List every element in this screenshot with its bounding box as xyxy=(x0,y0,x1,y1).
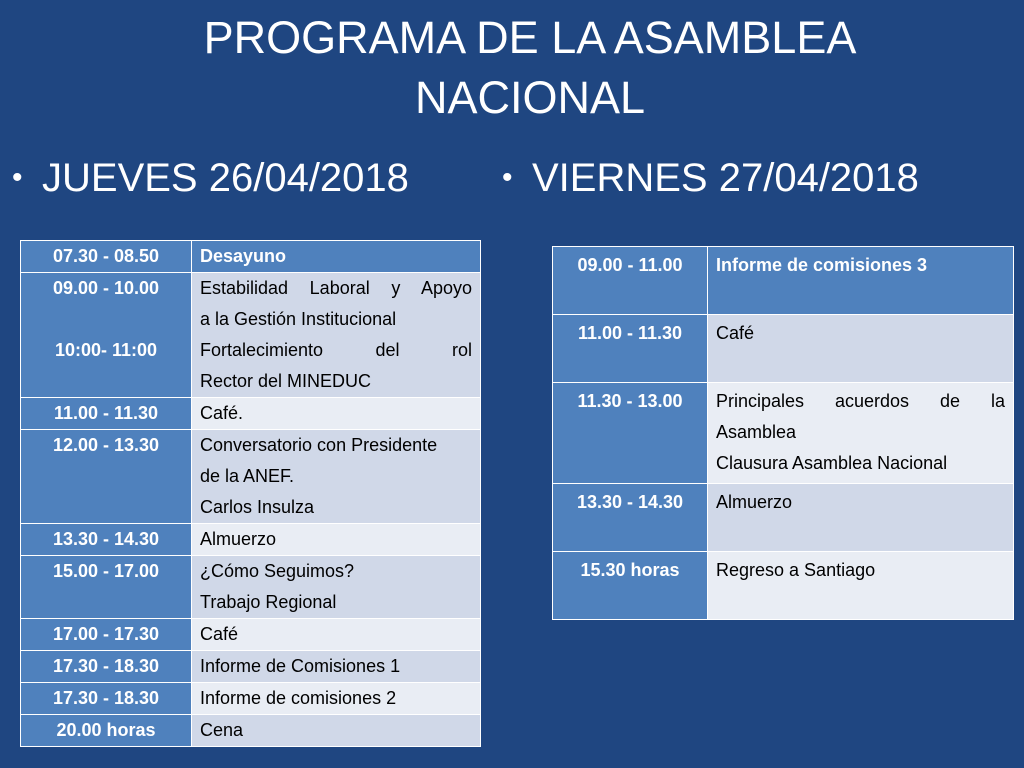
table-row xyxy=(21,430,481,524)
activity-cell xyxy=(192,556,481,619)
activity-line: de la ANEF. xyxy=(200,466,295,486)
activity-cell: Desayuno xyxy=(192,241,481,273)
table-row xyxy=(21,398,481,430)
time-cell: 17.30 - 18.30 xyxy=(21,651,192,683)
thursday-heading xyxy=(12,150,409,206)
time-cell: 12.00 - 13.30 xyxy=(21,430,192,524)
activity-cell xyxy=(192,430,481,524)
table-row xyxy=(21,651,481,683)
table-row xyxy=(21,524,481,556)
time-cell: 11.00 - 11.30 xyxy=(553,315,708,383)
thursday-heading-text: JUEVES 26/04/2018 xyxy=(42,156,409,200)
table-row xyxy=(553,552,1014,620)
table-row xyxy=(553,383,1014,484)
bullet-icon: • xyxy=(12,161,23,194)
activity-cell: Regreso a Santiago xyxy=(708,552,1014,620)
activity-cell: Informe de comisiones 3 xyxy=(708,247,1014,315)
table-row xyxy=(21,241,481,273)
time-cell: 17.30 - 18.30 xyxy=(21,683,192,715)
activity-line: Fortalecimiento del rol xyxy=(200,340,472,360)
bullet-icon: • xyxy=(502,161,513,194)
time-cell: 15.00 - 17.00 xyxy=(21,556,192,619)
table-row xyxy=(21,715,481,747)
activity-line: Rector del MINEDUC xyxy=(200,371,372,391)
time-cell: 13.30 - 14.30 xyxy=(553,484,708,552)
time-text: 09.00 - 10.00 xyxy=(52,278,160,298)
activity-line: Clausura Asamblea Nacional xyxy=(716,453,948,473)
time-cell: 11.30 - 13.00 xyxy=(553,383,708,484)
time-cell: 20.00 horas xyxy=(21,715,192,747)
friday-schedule-table xyxy=(552,246,1014,620)
activity-line: ¿Cómo Seguimos? xyxy=(200,561,355,581)
friday-heading xyxy=(502,150,919,206)
activity-cell: Almuerzo xyxy=(708,484,1014,552)
activity-cell: Café. xyxy=(192,398,481,430)
activity-cell: Almuerzo xyxy=(192,524,481,556)
time-cell: 13.30 - 14.30 xyxy=(21,524,192,556)
time-cell: 07.30 - 08.50 xyxy=(21,241,192,273)
activity-cell: Café xyxy=(192,619,481,651)
thursday-schedule-table xyxy=(20,240,481,747)
activity-line: Asamblea xyxy=(716,422,797,442)
activity-cell xyxy=(192,273,481,398)
time-text: 10:00- 11:00 xyxy=(54,340,158,360)
time-cell: 17.00 - 17.30 xyxy=(21,619,192,651)
activity-cell: Informe de comisiones 2 xyxy=(192,683,481,715)
slide-title xyxy=(130,8,930,128)
activity-cell xyxy=(708,383,1014,484)
table-row xyxy=(21,619,481,651)
time-cell: 09.00 - 11.00 xyxy=(553,247,708,315)
activity-line: Conversatorio con Presidente xyxy=(200,435,438,455)
activity-cell: Cena xyxy=(192,715,481,747)
activity-line: a la Gestión Institucional xyxy=(200,309,397,329)
table-row xyxy=(21,683,481,715)
table-row xyxy=(21,556,481,619)
activity-line: Trabajo Regional xyxy=(200,592,337,612)
table-row xyxy=(553,247,1014,315)
table-row xyxy=(553,484,1014,552)
title-line-2: NACIONAL xyxy=(414,72,646,123)
time-cell: 11.00 - 11.30 xyxy=(21,398,192,430)
activity-cell: Café xyxy=(708,315,1014,383)
time-cell xyxy=(21,273,192,398)
title-line-1: PROGRAMA DE LA ASAMBLEA xyxy=(203,12,857,63)
table-row xyxy=(553,315,1014,383)
table-row xyxy=(21,273,481,398)
activity-line: Principales acuerdos de la xyxy=(716,391,1005,411)
activity-line: Estabilidad Laboral y Apoyo xyxy=(200,278,472,298)
time-cell: 15.30 horas xyxy=(553,552,708,620)
activity-line: Carlos Insulza xyxy=(200,497,315,517)
friday-heading-text: VIERNES 27/04/2018 xyxy=(532,156,919,200)
activity-cell: Informe de Comisiones 1 xyxy=(192,651,481,683)
